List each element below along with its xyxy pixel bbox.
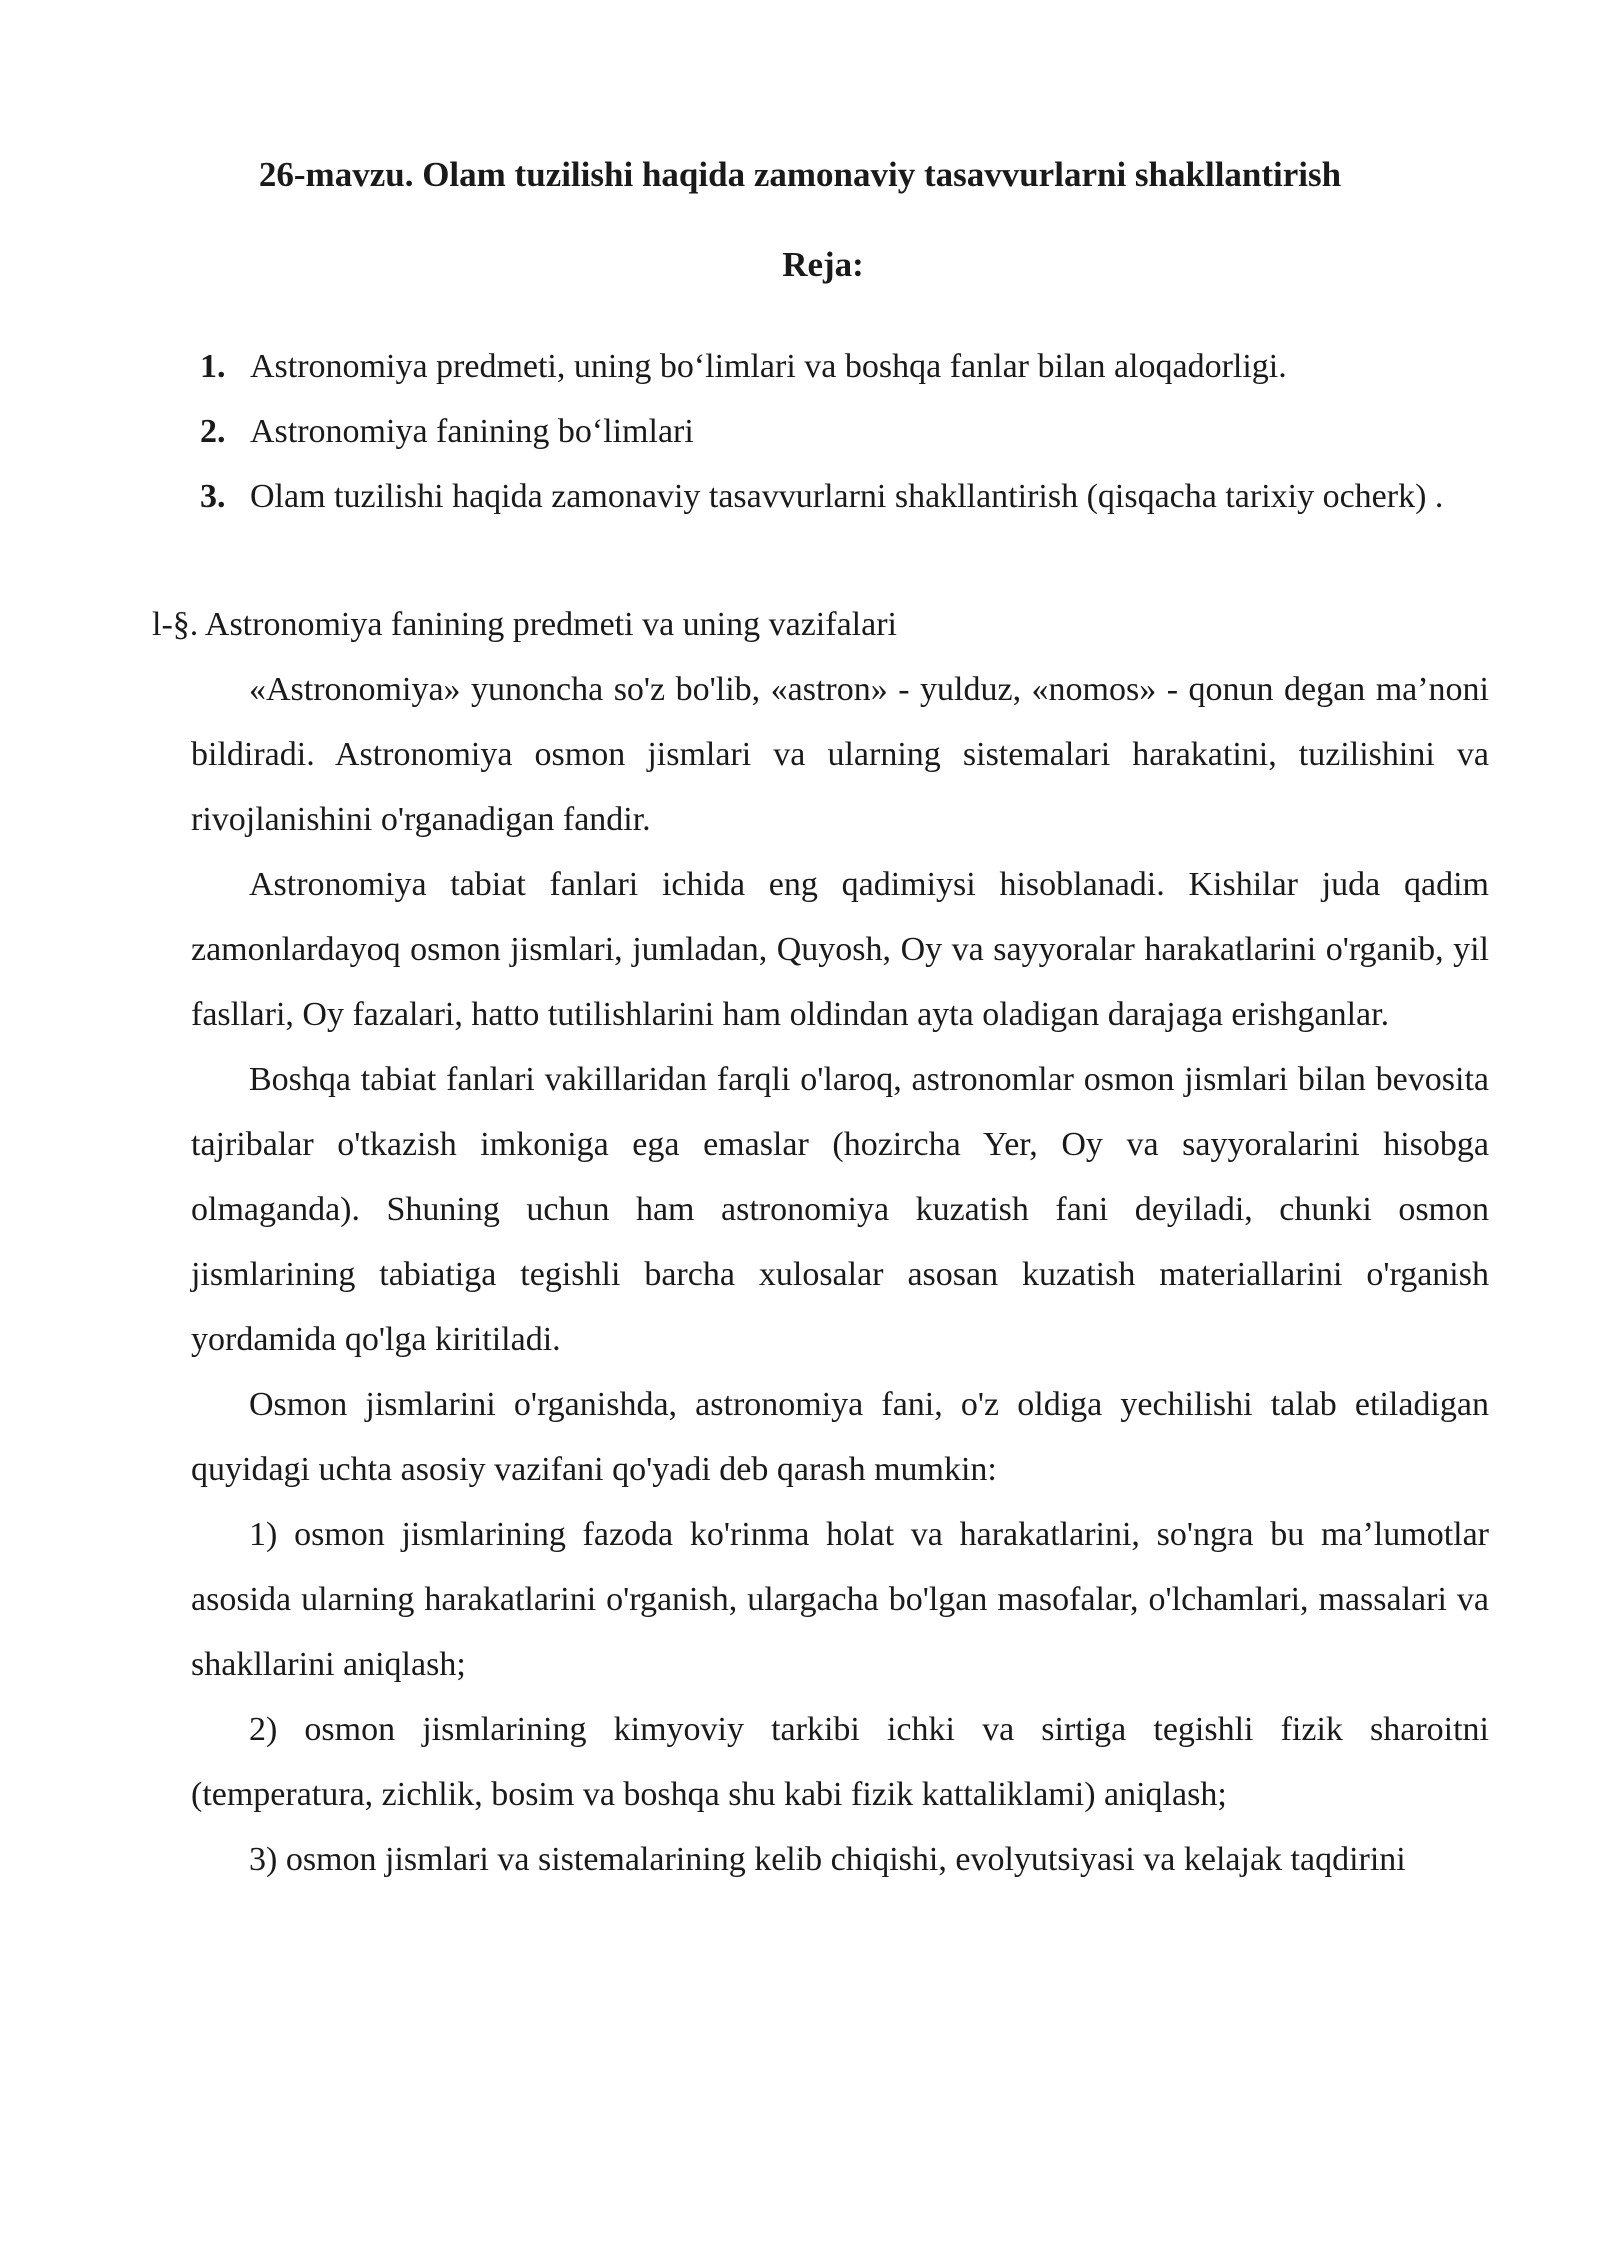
plan-list <box>200 334 1490 529</box>
plan-item-number: 2. <box>200 413 226 450</box>
body-text <box>191 657 1489 1892</box>
paragraph: Astronomiya tabiat fanlari ichida eng qadimiysi hisoblanadi. Kishilar juda qadim zamonlardayoq osmon jismlari, jumladan, Quyosh, Oy va sayyoralar harakatlarini o'rganib, yil fasllari, Oy fazalari, hatto tutilishlarini ham oldindan ayta oladigan darajaga erishganlar. <box>191 866 1489 1033</box>
plan-item-text: Olam tuzilishi haqida zamonaviy tasavvurlarni shakllantirish (qisqacha tarixiy ocherk) . <box>250 478 1444 515</box>
task-item: 2) osmon jismlarining kimyoviy tarkibi ichki va sirtiga tegishli fizik sharoitni (temperatura, zichlik, bosim va boshqa shu kabi fizik kattaliklami) aniqlash; <box>191 1711 1489 1813</box>
plan-item <box>200 399 1490 464</box>
task-item: 1) osmon jismlarining fazoda ko'rinma holat va harakatlarini, so'ngra bu ma’lumotlar asosida ularning harakatlarini o'rganish, ulargacha bo'lgan masofalar, o'lchamlari, massalari va shakllarini aniqlash; <box>191 1516 1489 1683</box>
plan-item-number: 1. <box>200 348 226 385</box>
plan-item-number: 3. <box>200 478 226 515</box>
plan-heading: Reja: <box>782 245 864 284</box>
plan-item <box>200 334 1490 399</box>
plan-item-text: Astronomiya predmeti, uning bo‘limlari va boshqa fanlar bilan aloqadorligi. <box>250 348 1287 385</box>
paragraph: «Astronomiya» yunoncha so'z bo'lib, «astron» - yulduz, «nomos» - qonun degan ma’noni bildiradi. Astronomiya osmon jismlari va ularning sistemalari harakatini, tuzilishini va rivojlanishini o'rganadigan fandir. <box>191 671 1489 838</box>
plan-item-text: Astronomiya fanining bo‘limlari <box>250 413 694 450</box>
section-heading: l-§. Astronomiya fanining predmeti va uning vazifalari <box>152 606 897 643</box>
paragraph: Osmon jismlarini o'rganishda, astronomiya fani, o'z oldiga yechilishi talab etiladigan quyidagi uchta asosiy vazifani qo'yadi deb qarash mumkin: <box>191 1386 1489 1488</box>
plan-item <box>200 464 1490 529</box>
paragraph: Boshqa tabiat fanlari vakillaridan farqli o'laroq, astronomlar osmon jismlari bilan bevosita tajribalar o'tkazish imkoniga ega emaslar (hozircha Yer, Oy va sayyoralarini hisobga olmaganda). Shuning uchun ham astronomiya kuzatish fani deyiladi, chunki osmon jismlarining tabiatiga tegishli barcha xulosalar asosan kuzatish materiallarini o'rganish yordamida qo'lga kiritiladi. <box>191 1061 1489 1358</box>
document-title: 26-mavzu. Olam tuzilishi haqida zamonaviy tasavvurlarni shakllantirish <box>258 155 1342 194</box>
task-item: 3) osmon jismlari va sistemalarining kelib chiqishi, evolyutsiyasi va kelajak taqdirini <box>249 1841 1406 1878</box>
